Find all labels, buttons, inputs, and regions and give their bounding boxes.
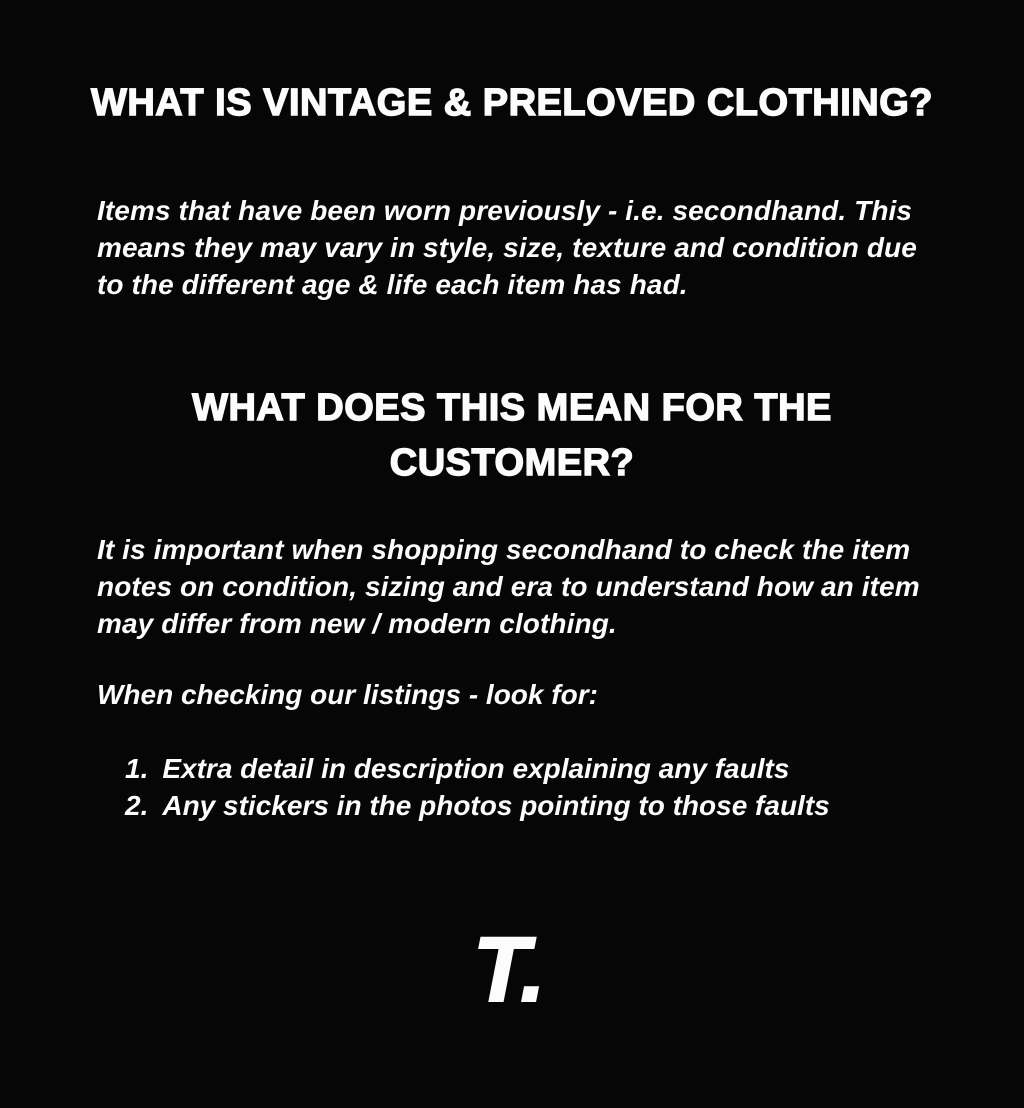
checklist (0, 750, 1024, 824)
checklist-item (125, 787, 1024, 824)
checklist-item-text: Extra detail in description explaining any faults (162, 753, 790, 784)
brand-logo: T. (464, 919, 560, 1021)
checklist-item-number: 1. (125, 753, 149, 784)
checklist-item (125, 750, 1024, 787)
intro-paragraph: Items that have been worn previously - i.e. secondhand. This means they may vary in style, size, texture and condition due to the different age & life each item has had. (97, 195, 917, 300)
checklist-item-number: 2. (125, 790, 149, 821)
checklist-lead-in: When checking our listings - look for: (97, 679, 598, 710)
section-body-paragraph: It is important when shopping secondhand to check the item notes on condition, sizing and era to understand how an item may differ from new / modern clothing. (97, 534, 920, 639)
info-graphic (0, 84, 1024, 1108)
page-title: WHAT IS VINTAGE & PRELOVED CLOTHING? (90, 82, 934, 124)
section-heading: WHAT DOES THIS MEAN FOR THE CUSTOMER? (192, 387, 832, 484)
checklist-item-text: Any stickers in the photos pointing to those faults (162, 790, 830, 821)
footer (0, 919, 1024, 1021)
